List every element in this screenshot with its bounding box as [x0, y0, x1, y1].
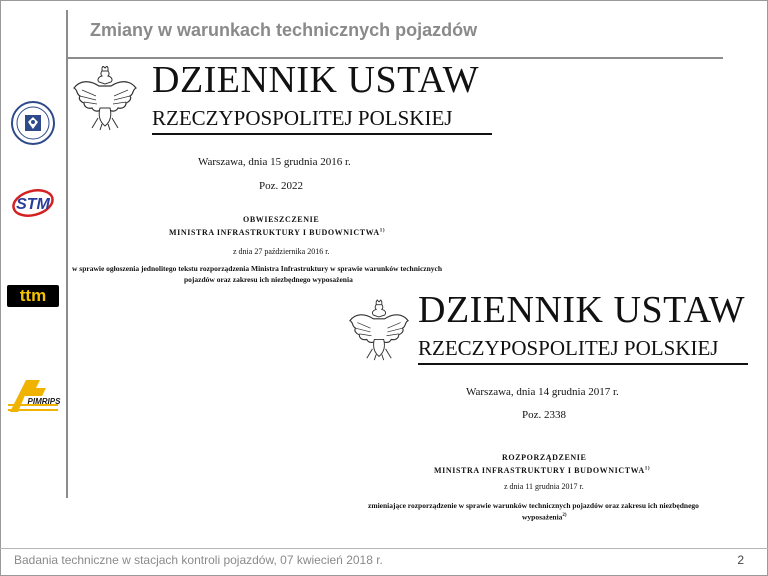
journal-title: DZIENNIK USTAW: [418, 289, 746, 331]
journal-subtitle: RZECZYPOSPOLITEJ POLSKIEJ: [152, 106, 492, 135]
act-date: z dnia 27 października 2016 r.: [233, 247, 330, 256]
pimrips-logo-icon: [6, 378, 62, 414]
pwsz-seal-icon: [10, 100, 56, 146]
page-number: 2: [737, 553, 744, 567]
place-date: Warszawa, dnia 14 grudnia 2017 r.: [466, 386, 619, 398]
footer-divider: [0, 548, 768, 549]
svg-text:STM: STM: [16, 196, 50, 213]
act-subject-line2: wyposażenia$^{2)}$: [522, 512, 567, 522]
act-subject-line2: pojazdów oraz zakresu ich niezbędnego wyposażenia: [184, 275, 353, 284]
slide-title: Zmiany w warunkach technicznych pojazdów: [90, 20, 478, 40]
white-eagle-emblem-icon: [72, 66, 138, 132]
act-subject-line1: w sprawie ogłoszenia jednolitego tekstu rozporządzenia Ministra Infrastruktury w sprawie warunków technicznych: [72, 264, 443, 273]
position-number: Poz. 2338: [522, 409, 566, 421]
journal-title: DZIENNIK USTAW: [152, 59, 480, 101]
vertical-divider: [66, 10, 68, 498]
journal-subtitle: RZECZYPOSPOLITEJ POLSKIEJ: [418, 336, 748, 365]
act-type: OBWIESZCZENIE: [243, 215, 320, 224]
place-date: Warszawa, dnia 15 grudnia 2016 r.: [198, 156, 351, 168]
stm-logo-icon: [10, 186, 56, 220]
act-issuer: MINISTRA INFRASTRUKTURY I BUDOWNICTWA$^{1)}$: [434, 466, 651, 475]
slide-footer: Badania techniczne w stacjach kontroli pojazdów, 07 kwiecień 2018 r.: [14, 553, 383, 567]
act-subject-line1: zmieniające rozporządzenie w sprawie warunków technicznych pojazdów oraz zakresu ich niezbędnego: [368, 501, 699, 510]
act-type: ROZPORZĄDZENIE: [502, 453, 587, 462]
ttm-logo-text: ttm: [19, 286, 47, 305]
act-date: z dnia 11 grudnia 2017 r.: [504, 482, 584, 491]
position-number: Poz. 2022: [259, 180, 303, 192]
ttm-logo: [7, 285, 59, 307]
white-eagle-emblem-icon: [348, 298, 410, 364]
journal-document-2016: [72, 60, 512, 290]
act-issuer: MINISTRA INFRASTRUKTURY I BUDOWNICTWA$^{1)}$: [169, 228, 386, 237]
journal-document-2017: [346, 290, 762, 520]
svg-text:PIMRIPS: PIMRIPS: [27, 397, 61, 406]
